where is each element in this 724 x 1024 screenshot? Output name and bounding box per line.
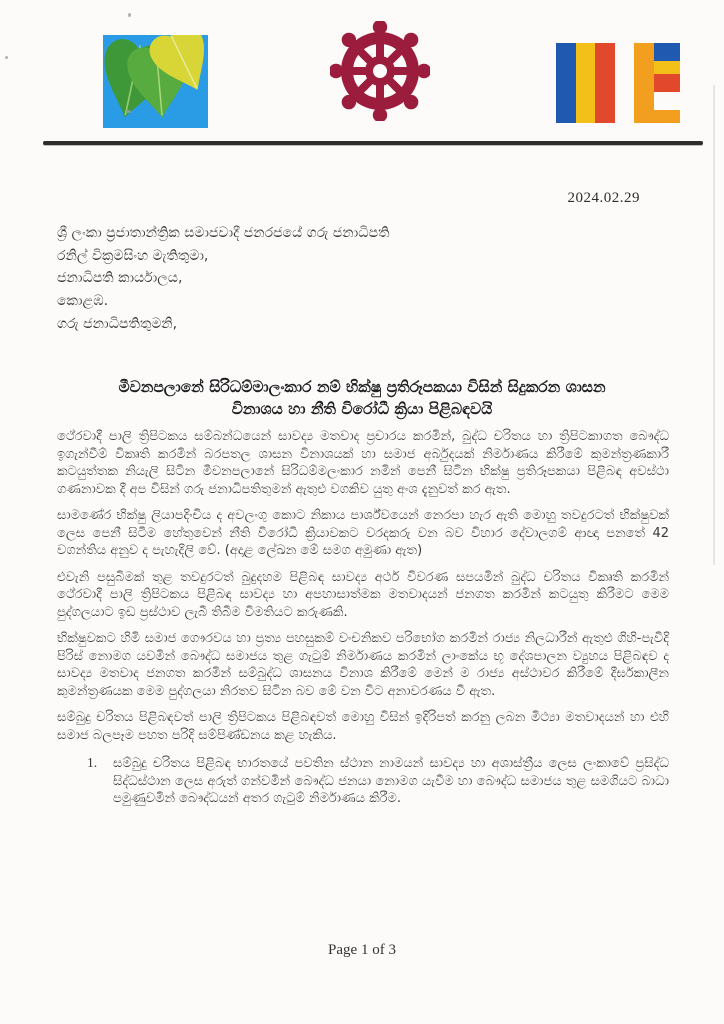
paragraph: භික්ෂුවකට හිමි සමාජ ගෞරවය හා ප්‍රත්‍ය පහසුකම් වංචනිකව පරිභෝග කරමින් රාජ්‍ය නිලධාරීන් ඇතුළු ගිහි-පැවිදි පිරිස් නොමග යවමින් බෞද්ධ සමාජය තුළ ගැටුම් නිර්මාණය කරමින් ලාංකේය භූ දේශපාලන ව්‍යුහය පිළිබඳව ද සාවද්‍ය මතවාද ජනගත කරමින් සම්බුද්ධ ශාසනය විනාශ කිරීමේ මෙන් ම රාජ්‍ය අස්ථාවර කිරීමේ දීර්ඝකාලීන කුමන්ත්‍රණයක මෙම පුද්ගලයා නිරතව සිටින බව මේ වන විට අනාවරණය වී ඇත. [57, 631, 669, 699]
flag-segment-blue [654, 43, 680, 61]
buddhist-flag-icon [556, 43, 680, 123]
flag-stripe-blue [556, 43, 576, 123]
flag-segment-orange [654, 110, 680, 123]
flag-stripe-yellow [576, 43, 596, 123]
scan-edge-line [713, 85, 715, 565]
letter-body [57, 428, 669, 808]
recipient-address [57, 222, 389, 312]
paragraph: ථේරවාදී පාලි ත්‍රිපිටකය සම්බන්ධයෙන් සාවද්‍ය මතවාද ප්‍රචාරය කරමින්, බුද්ධ චරිතය හා ත්‍රිපිටකාගත බෞද්ධ ඉගැන්වීම් විකෘති කරමින් බරපතල ශාසන විනාශයක් හා සමාජ අර්බුදයක් නිර්මාණය කිරීමේ කුමන්ත්‍රණකාරී කටයුත්තක නියැලි සිටින මීවනපලානේ සිරිධම්මලංකාර නමින් පෙනී සිටින භික්ෂු ප්‍රතිරූපකයා පිළිබඳ අවස්ථා ගණනාවක දී අප විසින් ගරු ජනාධිපතිතුමන් ඇතුළු වගකිව යුතු අංශ දැනුවත් කර ඇත. [57, 429, 669, 497]
paragraph: සාමණේර භික්ෂු ලියාපදිංචිය ද අවලංගු කොට නිකාය පාර්ශ්වයෙන් නෙරපා හැර ඇති මොහු තවදුරටත් භික්ෂුවක් ලෙස පෙනී සිටීම හේතුවෙන් නීති විරෝධී ක්‍රියාවකට වරදකරු වන බව විහාර දේවාලගම් ආඥා පනතේ 42 වගන්තිය අනුව ද පැහැදිලි වේ. (අදාළ ලේඛන මේ සමග අමුණා ඇත) [57, 508, 669, 558]
list-item-text: සම්බුදු චරිතය පිළිබඳ භාරතයේ පවතින ස්ථාන නාමයන් සාවද්‍ය හා අශාස්ත්‍රීය ලෙස ලංකාවේ ප්‍රසිද්ධ සිද්ධස්ථාන ලෙස අරුත් ගන්වමින් බෞද්ධ ජනයා නොමග යැවීම හා බෞද්ධ සමාජය තුළ සමගියට බාධා පමුණුවමින් බෞද්ධයන් අතර ගැටුම් නිර්මාණය කිරීම. [113, 756, 669, 806]
flag-stripe-red [595, 43, 615, 123]
letter-date: 2024.02.29 [567, 190, 640, 206]
scan-speck [128, 13, 131, 17]
salutation: ගරු ජනාධිපතිතුමනි, [57, 316, 178, 332]
flag-vertical-stripes [556, 43, 615, 123]
page-number-footer: Page 1 of 3 [328, 942, 396, 958]
recipient-line: ශ්‍රී ලංකා ප්‍රජාතාන්ත්‍රික සමාජවාදී ජනරජයේ ගරු ජනාධිපති [57, 225, 390, 241]
subject-title-line: මීවනපලානේ සිරිධම්මාලංකාර නම් භික්ෂු ප්‍රතිරූපකයා විසින් සිදුකරන ශාසන [118, 378, 606, 396]
bodhi-leaf-icon [103, 35, 208, 128]
scan-speck [126, 110, 131, 113]
paragraph: සම්බුදු චරිතය පිළිබඳවත් පාලි ත්‍රිපිටකය පිළිබඳවත් මොහු විසින් ඉදිරිපත් කරනු ලබන මිථ්‍යා මතවාදයන් හා එහි සමාජ බලපෑම පහත පරිදි සම්පිණ්ඩනය කළ හැකිය. [57, 710, 669, 743]
paragraph: එවැනි පසුබිමක් තුළ තවදුරටත් බුදුදහම පිළිබඳ සාවද්‍ය අර්ථ විවරණ සපයමින් බුද්ධ චරිතය විකෘති කරමින් ථේරවාදී පාලි ත්‍රිපිටකය පිළිබඳ සාවද්‍ය හා අපහාසාත්මක මතවාදයන් ජනගත කරමින් කටයුතු කිරීමට මෙම පුද්ගලයාට ඉඩ ප්‍රස්ථාව ලැබී තිබීම විමතියට කරුණකි. [57, 569, 669, 620]
flag-segment-yellow [654, 61, 680, 74]
recipient-line: ජනාධිපති කාර්යාලය, [57, 270, 183, 286]
letterhead-divider [43, 141, 703, 145]
flag-composite-stripe [634, 43, 680, 123]
recipient-line: රනිල් වික්‍රමසිංහ මැතිතුමා, [57, 247, 209, 264]
dharma-wheel-icon [330, 21, 430, 121]
scan-speck [5, 56, 8, 59]
numbered-list-item [87, 755, 669, 808]
list-item-number: 1. [87, 755, 98, 770]
flag-segment-red [654, 74, 680, 92]
subject-title [60, 376, 664, 420]
recipient-line: කොළඹ. [57, 292, 109, 309]
subject-title-line: විනාශය හා නීති විරෝධී ක්‍රියා පිළිබඳවයි [231, 400, 493, 418]
flag-orange-bar [634, 43, 654, 123]
